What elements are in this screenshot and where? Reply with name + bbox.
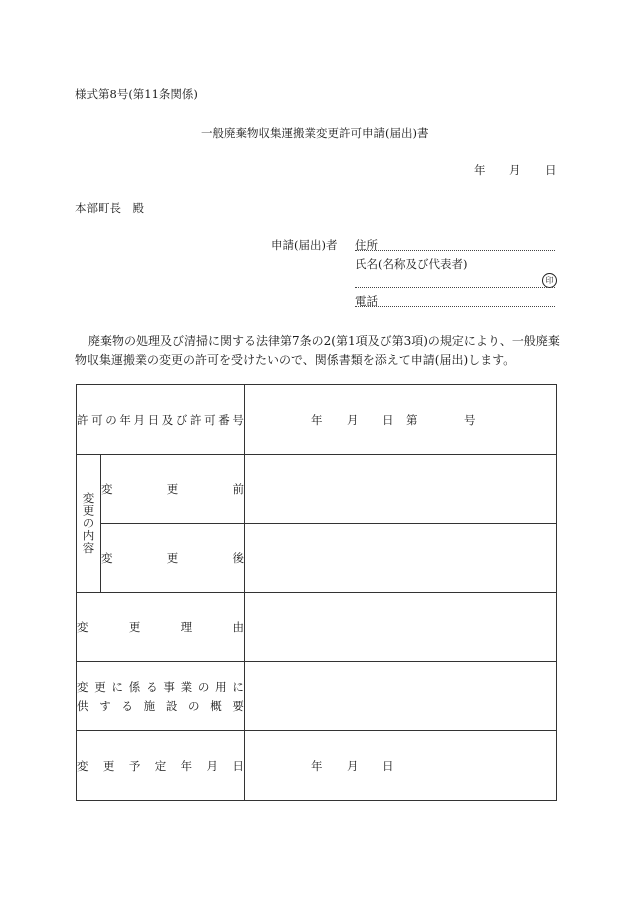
after-label: 変 更 後 [101,551,244,565]
body-text-line-1: 廃棄物の処理及び清掃に関する法律第7条の2(第1項及び第3項)の規定により、一般廃棄 [88,334,560,348]
reason-value-cell[interactable] [245,593,557,662]
permit-month-label: 月 [347,413,359,427]
before-label-cell [101,455,245,524]
permit-date-value-cell[interactable] [245,385,557,455]
change-content-label: 変更の内容 [81,492,96,555]
facility-row [77,662,557,731]
date-month-label: 月 [509,163,521,177]
permit-no-prefix: 第 [406,413,418,427]
change-content-label-cell [77,455,101,593]
permit-no-suffix: 号 [464,413,476,427]
facility-label-line-1: 変 更 に 係 る 事 業 の 用 に [77,679,244,694]
seal-mark-icon: 印 [542,273,557,288]
name-field-line[interactable] [355,287,555,288]
before-label: 変 更 前 [101,482,244,496]
after-value-cell[interactable] [245,524,557,593]
scheduled-date-label: 変 更 予 定 年 月 日 [77,758,244,773]
permit-date-label-cell [77,385,245,455]
reason-row [77,593,557,662]
scheduled-year-label: 年 [311,759,323,773]
phone-field-line[interactable] [355,306,555,307]
scheduled-month-label: 月 [347,759,359,773]
scheduled-day-label: 日 [382,759,394,773]
permit-date-row [77,385,557,455]
permit-day-label: 日 [382,413,394,427]
date-year-label: 年 [474,163,486,177]
reason-label-cell [77,593,245,662]
address-field-line[interactable] [355,250,555,251]
name-label: 氏名(名称及び代表者) [355,257,468,271]
address-label: 住所 [355,238,378,252]
after-label-cell [101,524,245,593]
change-before-row [77,455,557,524]
change-after-row [77,524,557,593]
body-text-line-2: 物収集運搬業の変更の許可を受けたいので、関係書類を添えて申請(届出)します。 [75,353,516,367]
document-title: 一般廃棄物収集運搬業変更許可申請(届出)書 [201,126,429,140]
applicant-role-label: 申請(届出)者 [271,238,338,252]
facility-label-line-2: 供 す る 施 設 の 概 要 [77,698,244,713]
date-day-label: 日 [545,163,557,177]
application-table [76,384,557,801]
permit-date-label: 許 可 の 年 月 日 及 び 許 可 番 号 [77,412,244,427]
permit-year-label: 年 [311,413,323,427]
facility-label-cell [77,662,245,731]
reason-label: 変 更 理 由 [77,620,244,634]
scheduled-date-value-cell[interactable] [245,731,557,801]
phone-label: 電話 [355,294,378,308]
before-value-cell[interactable] [245,455,557,524]
scheduled-date-row [77,731,557,801]
addressee: 本部町長 殿 [75,201,144,215]
facility-value-cell[interactable] [245,662,557,731]
form-number: 様式第8号(第11条関係) [75,87,198,101]
scheduled-date-label-cell [77,731,245,801]
